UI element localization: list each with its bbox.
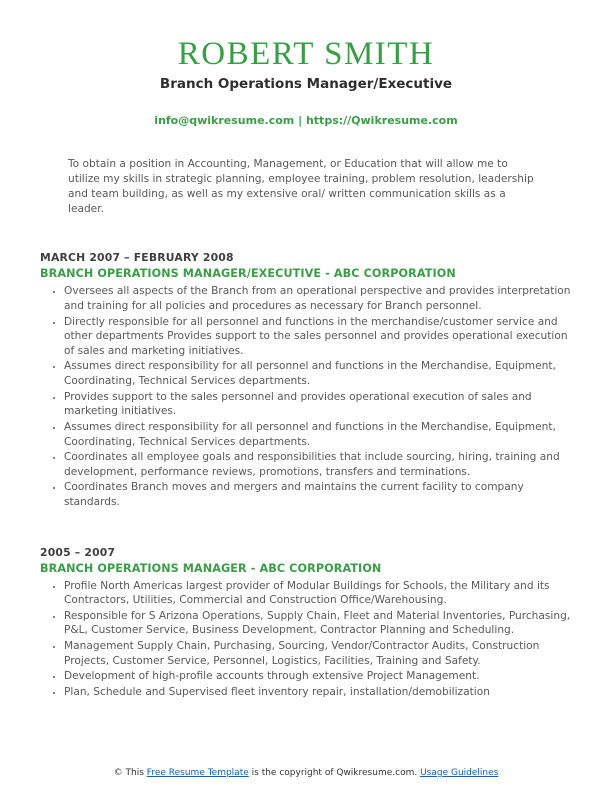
job-bullet-list (40, 284, 572, 509)
footer-middle: is the copyright of Qwikresume.com. (248, 768, 421, 778)
email-link[interactable]: info@qwikresume.com (154, 114, 295, 128)
bullet-item: • Coordinates all employee goals and responsibilities that include sourcing, hiring, training and development, performance reviews, promotions, transfers and terminations. (64, 450, 572, 479)
website-link[interactable]: https://Qwikresume.com (305, 114, 458, 128)
footer-prefix: © This (113, 768, 147, 778)
job-section-2 (40, 546, 572, 700)
resume-header (40, 36, 572, 127)
candidate-name: ROBERT SMITH (177, 36, 435, 72)
job-dates: MARCH 2007 – FEBRUARY 2008 (40, 251, 234, 265)
page-footer (0, 768, 612, 778)
contact-separator: | (294, 114, 306, 128)
bullet-item: • Directly responsible for all personnel and functions in the merchandise/customer service and other departments Provides support to the sales personnel and provides operational execution of sales and marketing initiatives. (64, 315, 572, 359)
job-bullet-list (40, 579, 572, 700)
bullet-item: • Assumes direct responsibility for all personnel and functions in the Merchandise, Equipment, Coordinating, Technical Services departments. (64, 359, 572, 388)
job-heading: BRANCH OPERATIONS MANAGER - ABC CORPORATION (40, 561, 382, 575)
contact-line (40, 114, 572, 127)
objective-text: To obtain a position in Accounting, Management, or Education that will allow me to utilize my skills in strategic planning, employee training, problem resolution, leadership and team building, as well as my extensive oral/ written communication skills as a leader. (68, 158, 534, 216)
bullet-item: • Responsible for S Arizona Operations, Supply Chain, Fleet and Material Inventories, Purchasing, P&L, Customer Service, Business Development, Contractor Planning and Scheduling. (64, 609, 572, 638)
free-resume-template-link[interactable]: Free Resume Template (146, 768, 249, 778)
usage-guidelines-link[interactable]: Usage Guidelines (420, 768, 499, 778)
bullet-item: • Assumes direct responsibility for all personnel and functions in the Merchandise, Equipment, Coordinating, Technical Services departments. (64, 420, 572, 449)
bullet-item: • Provides support to the sales personnel and provides operational execution of sales and marketing initiatives. (64, 390, 572, 419)
bullet-item: • Oversees all aspects of the Branch from an operational perspective and provides interpretation and training for all policies and procedures as necessary for Branch personnel. (64, 284, 572, 313)
bullet-item: • Plan, Schedule and Supervised fleet inventory repair, installation/demobilization (64, 685, 572, 700)
bullet-item: • Coordinates Branch moves and mergers and maintains the current facility to company standards. (64, 480, 572, 509)
job-section-1 (40, 251, 572, 509)
candidate-title: Branch Operations Manager/Executive (159, 76, 453, 93)
bullet-item: • Management Supply Chain, Purchasing, Sourcing, Vendor/Contractor Audits, Construction Projects, Customer Service, Personnel, Logistics, Facilities, Training and Safety. (64, 639, 572, 668)
bullet-item: • Profile North Americas largest provider of Modular Buildings for Schools, the Military and its Contractors, Utilities, Commercial and Construction Office/Warehousing. (64, 579, 572, 608)
job-heading: BRANCH OPERATIONS MANAGER/EXECUTIVE - ABC CORPORATION (40, 267, 456, 281)
bullet-item: • Development of high-profile accounts through extensive Project Management. (64, 669, 572, 684)
job-dates: 2005 – 2007 (40, 545, 116, 559)
